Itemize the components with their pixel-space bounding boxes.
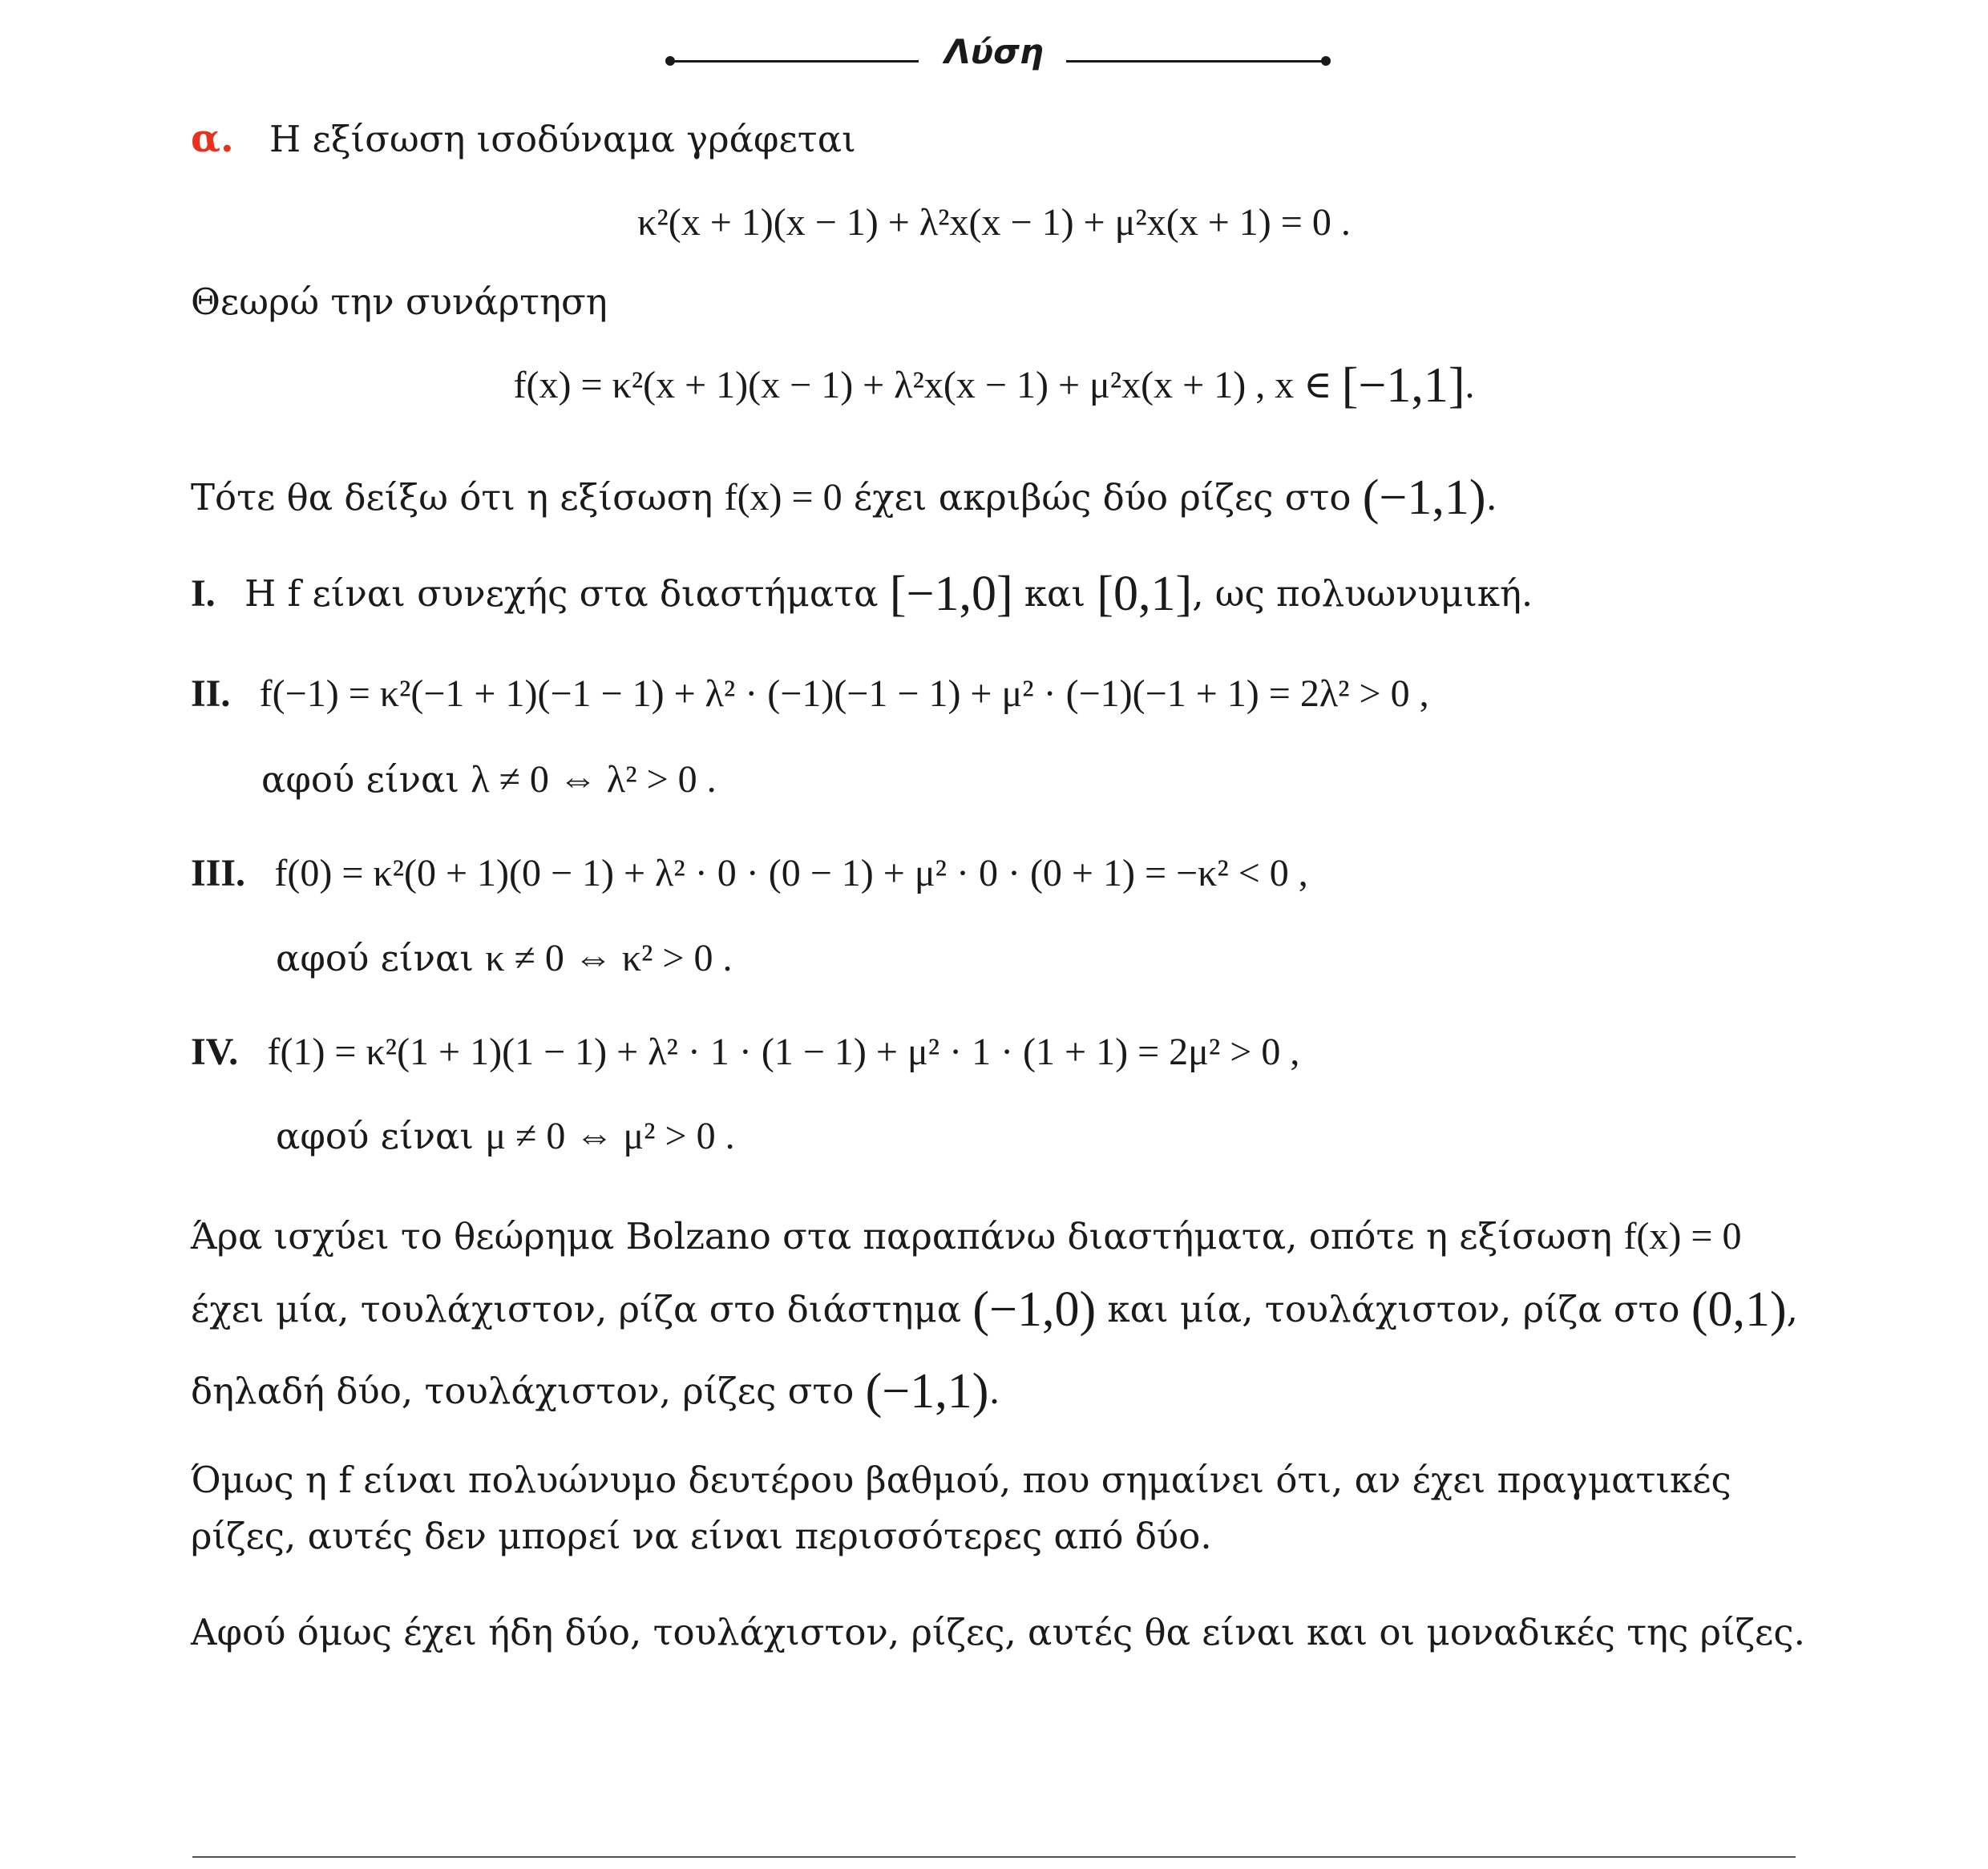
step-iv-equation: f(1) = κ²(1 + 1)(1 − 1) + λ² · 1 · (1 − 1) + μ² · 1 · (1 + 1) = 2μ² > 0 , <box>267 1031 1300 1073</box>
header-right-rule <box>1066 60 1326 63</box>
bolzano-text-5: δηλαδή δύο, τουλάχιστον, ρίζες στο <box>191 1370 866 1412</box>
step-iii-since: αφού είναι <box>276 937 486 979</box>
header-left-rule <box>670 60 919 63</box>
bolzano-text-1: Άρα ισχύει το θεώρημα Bolzano στα παραπάνω διαστήματα, οπότε η εξίσωση <box>191 1215 1624 1257</box>
footer-rule <box>192 1856 1796 1858</box>
consider-function-text: Θεωρώ την συνάρτηση <box>191 281 608 323</box>
step-iv-cond: μ ≠ 0 ⇔ μ² > 0 . <box>485 1115 735 1157</box>
goal-text-1: Τότε θα δείξω ότι η εξίσωση <box>191 476 725 519</box>
step-i-interval-1: [−1,0] <box>889 567 1013 621</box>
bolzano-equation: f(x) = 0 <box>1623 1215 1742 1257</box>
alpha-intro-line <box>191 116 856 161</box>
step-i-text-3: , ως πολυωνυμική. <box>1192 572 1533 615</box>
function-domain-interval: [−1,1] <box>1341 358 1465 413</box>
step-i-label: I. <box>191 572 216 615</box>
bolzano-text-6: . <box>988 1370 1000 1412</box>
section-header <box>665 32 1331 88</box>
header-title: Λύση <box>944 32 1044 71</box>
bolzano-line-1 <box>191 1214 1741 1258</box>
part-alpha-label: α. <box>191 116 234 161</box>
rewritten-equation: κ²(x + 1)(x − 1) + λ²x(x − 1) + μ²x(x + 1) = 0 . <box>637 201 1351 244</box>
bolzano-text-3: και μία, τουλάχιστον, ρίζα στο <box>1096 1288 1691 1330</box>
final-conclusion: Αφού όμως έχει ήδη δύο, τουλάχιστον, ρίζες, αυτές θα είναι και οι μοναδικές της ρίζες. <box>191 1611 1805 1653</box>
alpha-intro-text: Η εξίσωση ισοδύναμα γράφεται <box>269 118 856 160</box>
goal-statement <box>191 469 1497 525</box>
goal-end: . <box>1485 476 1497 519</box>
function-definition <box>0 357 1988 413</box>
step-i <box>191 565 1533 621</box>
bolzano-line-2 <box>191 1281 1798 1337</box>
step-ii-cond: λ ≠ 0 ⇔ λ² > 0 . <box>471 758 717 801</box>
header-right-dot <box>1321 56 1331 66</box>
bolzano-interval-2: (0,1) <box>1691 1282 1787 1337</box>
step-i-text-1: Η f είναι συνεχής στα διαστήματα <box>244 572 890 615</box>
degree-line-2: ρίζες, αυτές δεν μπορεί να είναι περισσότερες από δύο. <box>191 1515 1212 1557</box>
goal-equation: f(x) = 0 <box>724 476 842 519</box>
step-ii-condition <box>261 757 717 801</box>
bolzano-text-4: , <box>1786 1288 1798 1330</box>
bolzano-interval-3: (−1,1) <box>865 1364 989 1419</box>
step-iii-cond: κ ≠ 0 ⇔ κ² > 0 . <box>485 937 733 979</box>
step-iv <box>191 1030 1299 1074</box>
function-definition-expr: f(x) = κ²(x + 1)(x − 1) + λ²x(x − 1) + μ²x(x + 1) , x ∈ <box>513 364 1342 406</box>
step-ii-equation: f(−1) = κ²(−1 + 1)(−1 − 1) + λ² · (−1)(−1 − 1) + μ² · (−1)(−1 + 1) = 2λ² > 0 , <box>259 672 1429 715</box>
function-definition-end: . <box>1465 364 1475 406</box>
step-iii-condition <box>276 936 733 980</box>
step-ii <box>191 672 1429 716</box>
bolzano-interval-1: (−1,0) <box>972 1282 1097 1337</box>
step-iv-label: IV. <box>191 1031 239 1073</box>
degree-line-1: Όμως η f είναι πολυώνυμο δευτέρου βαθμού, που σημαίνει ότι, αν έχει πραγματικές <box>191 1459 1731 1501</box>
goal-text-2: έχει ακριβώς δύο ρίζες στο <box>842 476 1363 519</box>
step-iii <box>191 851 1308 895</box>
step-i-interval-2: [0,1] <box>1097 567 1193 621</box>
step-iii-equation: f(0) = κ²(0 + 1)(0 − 1) + λ² · 0 · (0 − 1) + μ² · 0 · (0 + 1) = −κ² < 0 , <box>274 852 1308 894</box>
step-iv-condition <box>276 1114 735 1158</box>
step-i-text-2: και <box>1012 572 1097 615</box>
goal-interval: (−1,1) <box>1362 470 1486 525</box>
bolzano-line-3 <box>191 1362 1000 1419</box>
step-ii-since: αφού είναι <box>261 758 471 801</box>
step-iv-since: αφού είναι <box>276 1115 486 1157</box>
step-iii-label: III. <box>191 852 246 894</box>
bolzano-text-2: έχει μία, τουλάχιστον, ρίζα στο διάστημα <box>191 1288 973 1330</box>
step-ii-label: II. <box>191 672 231 715</box>
